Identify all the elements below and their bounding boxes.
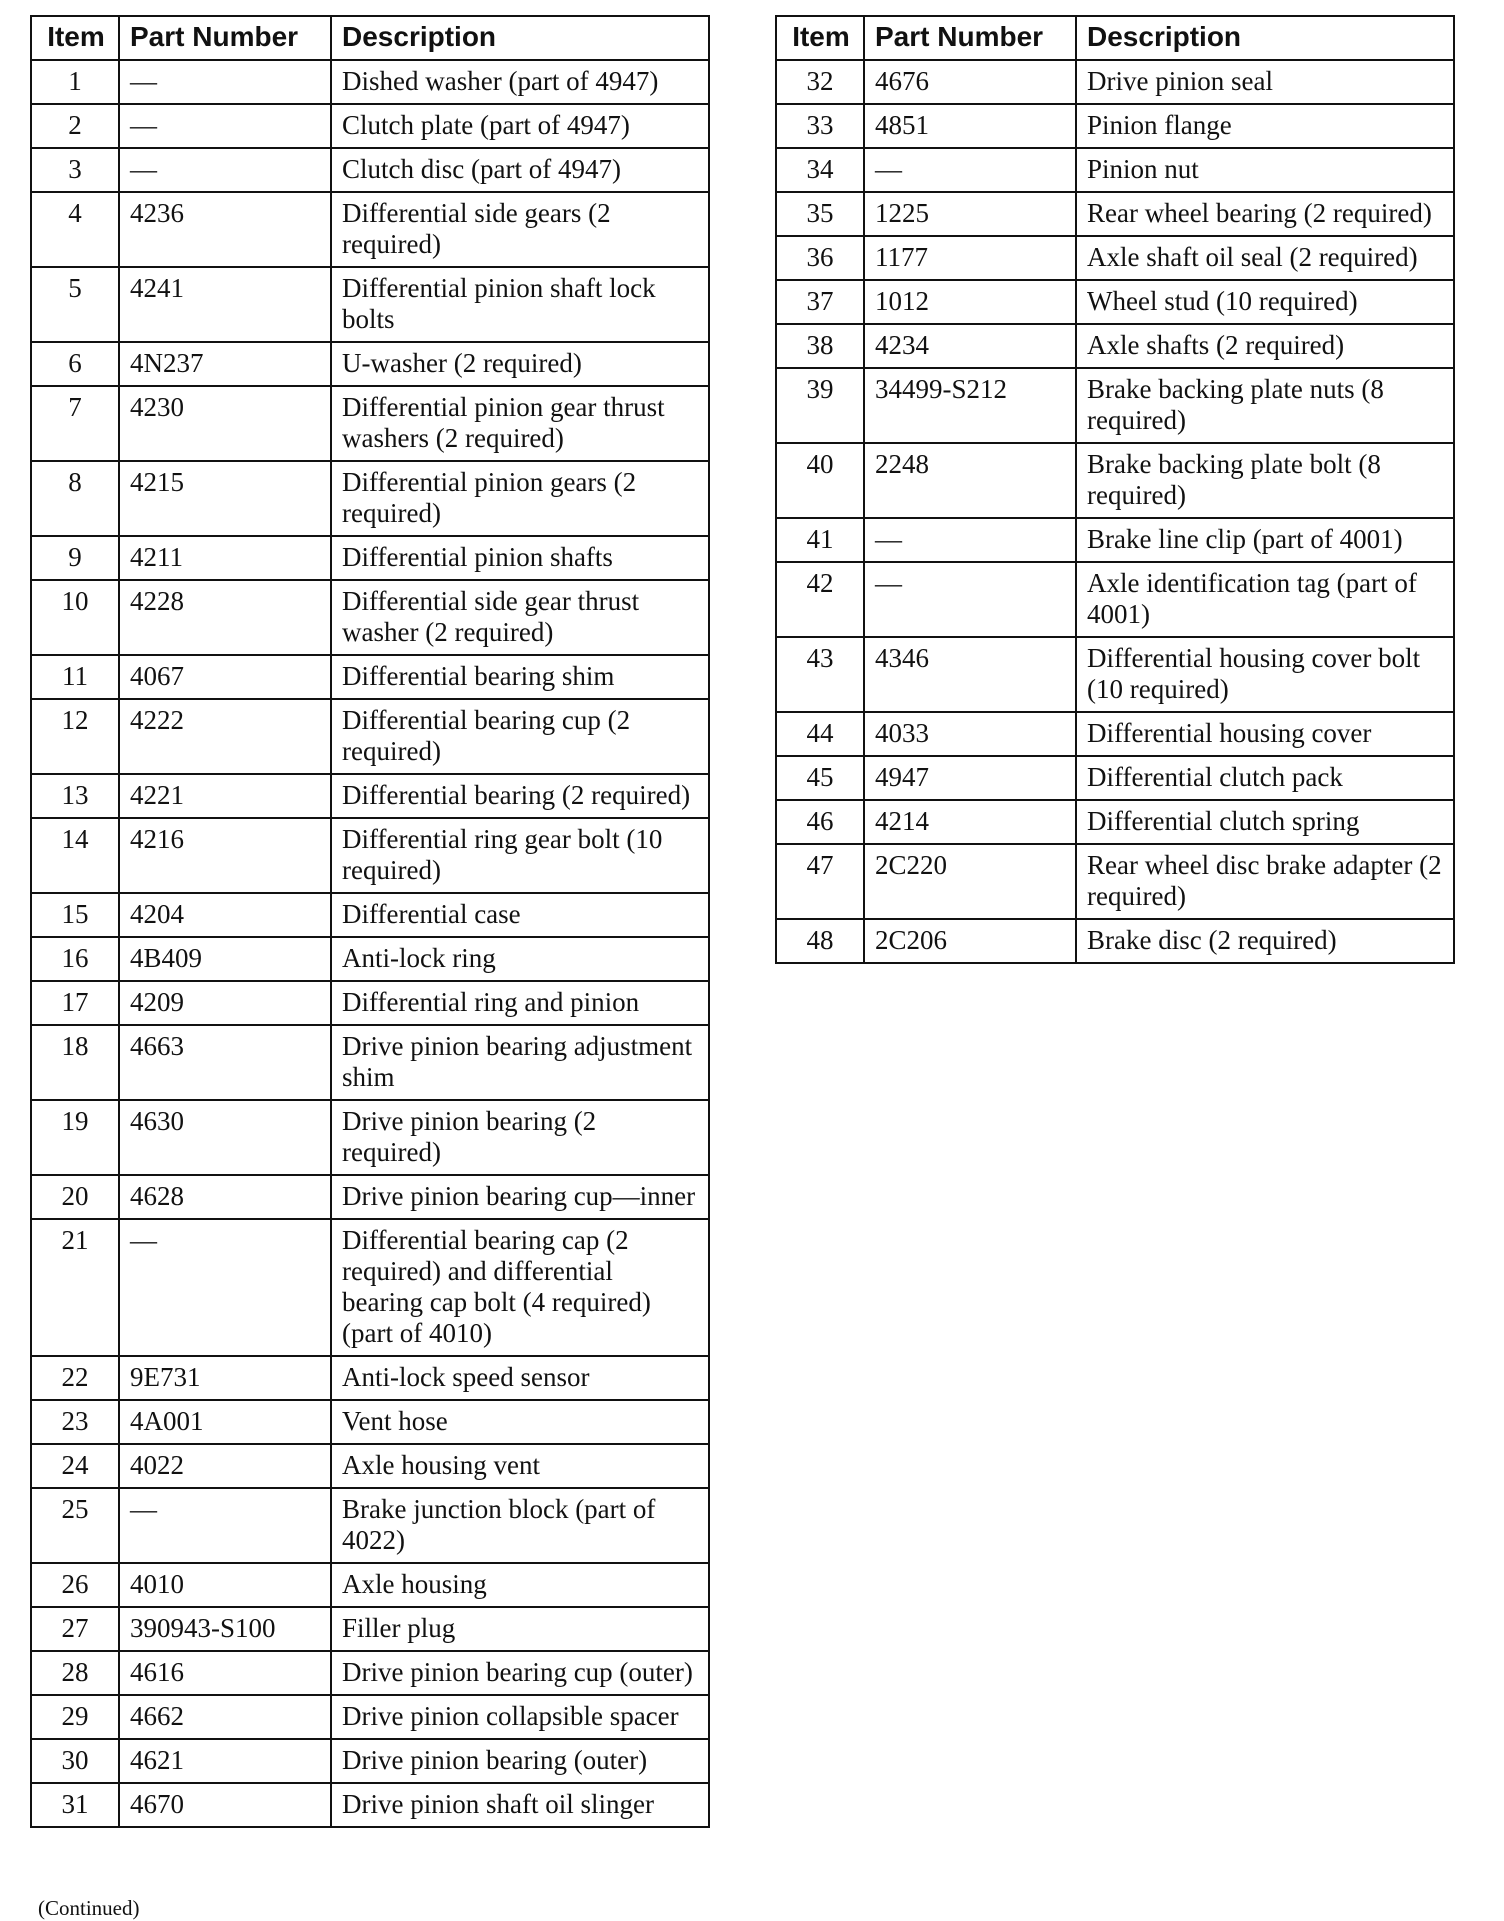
cell-item: 28 bbox=[31, 1651, 119, 1695]
cell-item: 48 bbox=[776, 919, 864, 963]
cell-part-number: 4663 bbox=[119, 1025, 331, 1100]
cell-item: 16 bbox=[31, 937, 119, 981]
table-row bbox=[776, 368, 1454, 443]
cell-description: Axle shaft oil seal (2 required) bbox=[1076, 236, 1454, 280]
table-header-row bbox=[31, 16, 709, 60]
cell-part-number: 4033 bbox=[864, 712, 1076, 756]
cell-part-number: 4241 bbox=[119, 267, 331, 342]
table-row bbox=[31, 981, 709, 1025]
table-row bbox=[31, 818, 709, 893]
table-row bbox=[776, 236, 1454, 280]
table-row bbox=[776, 192, 1454, 236]
table-row bbox=[31, 104, 709, 148]
cell-part-number: 1225 bbox=[864, 192, 1076, 236]
table-row bbox=[31, 580, 709, 655]
table-row bbox=[776, 756, 1454, 800]
cell-part-number: — bbox=[119, 60, 331, 104]
cell-part-number: — bbox=[119, 104, 331, 148]
column-header-part-number: Part Number bbox=[119, 16, 331, 60]
table-row bbox=[31, 342, 709, 386]
cell-description: Differential clutch pack bbox=[1076, 756, 1454, 800]
cell-description: Wheel stud (10 required) bbox=[1076, 280, 1454, 324]
cell-item: 12 bbox=[31, 699, 119, 774]
column-header-part-number: Part Number bbox=[864, 16, 1076, 60]
cell-description: Drive pinion bearing (2 required) bbox=[331, 1100, 709, 1175]
cell-description: Brake backing plate bolt (8 required) bbox=[1076, 443, 1454, 518]
cell-item: 31 bbox=[31, 1783, 119, 1827]
cell-item: 1 bbox=[31, 60, 119, 104]
cell-description: Differential ring gear bolt (10 required) bbox=[331, 818, 709, 893]
parts-table-left bbox=[30, 15, 710, 1828]
cell-part-number: 34499-S212 bbox=[864, 368, 1076, 443]
table-row bbox=[31, 774, 709, 818]
cell-description: Axle housing bbox=[331, 1563, 709, 1607]
continued-note: (Continued) bbox=[38, 1896, 140, 1920]
cell-part-number: 4214 bbox=[864, 800, 1076, 844]
cell-item: 33 bbox=[776, 104, 864, 148]
cell-description: Brake line clip (part of 4001) bbox=[1076, 518, 1454, 562]
cell-item: 39 bbox=[776, 368, 864, 443]
table-row bbox=[31, 1563, 709, 1607]
cell-item: 41 bbox=[776, 518, 864, 562]
cell-item: 23 bbox=[31, 1400, 119, 1444]
cell-item: 40 bbox=[776, 443, 864, 518]
cell-description: Differential pinion gear thrust washers (2 required) bbox=[331, 386, 709, 461]
table-row bbox=[31, 1488, 709, 1563]
table-row bbox=[31, 893, 709, 937]
cell-part-number: 4216 bbox=[119, 818, 331, 893]
cell-item: 14 bbox=[31, 818, 119, 893]
table-row bbox=[776, 104, 1454, 148]
cell-item: 26 bbox=[31, 1563, 119, 1607]
cell-part-number: 4851 bbox=[864, 104, 1076, 148]
cell-item: 20 bbox=[31, 1175, 119, 1219]
table-row bbox=[776, 443, 1454, 518]
table-row bbox=[776, 844, 1454, 919]
cell-description: Differential case bbox=[331, 893, 709, 937]
cell-item: 7 bbox=[31, 386, 119, 461]
cell-part-number: 4A001 bbox=[119, 1400, 331, 1444]
column-header-description: Description bbox=[1076, 16, 1454, 60]
cell-part-number: — bbox=[119, 148, 331, 192]
cell-item: 38 bbox=[776, 324, 864, 368]
cell-description: Drive pinion seal bbox=[1076, 60, 1454, 104]
cell-item: 17 bbox=[31, 981, 119, 1025]
cell-part-number: 2C220 bbox=[864, 844, 1076, 919]
cell-description: Brake junction block (part of 4022) bbox=[331, 1488, 709, 1563]
table-row bbox=[31, 192, 709, 267]
cell-part-number: — bbox=[864, 518, 1076, 562]
cell-part-number: 4215 bbox=[119, 461, 331, 536]
cell-part-number: 4222 bbox=[119, 699, 331, 774]
cell-part-number: 4346 bbox=[864, 637, 1076, 712]
cell-part-number: 1177 bbox=[864, 236, 1076, 280]
cell-part-number: 4236 bbox=[119, 192, 331, 267]
cell-description: Axle identification tag (part of 4001) bbox=[1076, 562, 1454, 637]
cell-description: Clutch plate (part of 4947) bbox=[331, 104, 709, 148]
cell-item: 15 bbox=[31, 893, 119, 937]
cell-description: Differential pinion shaft lock bolts bbox=[331, 267, 709, 342]
cell-part-number: 4067 bbox=[119, 655, 331, 699]
table-row bbox=[776, 562, 1454, 637]
cell-description: Vent hose bbox=[331, 1400, 709, 1444]
cell-description: Differential ring and pinion bbox=[331, 981, 709, 1025]
cell-part-number: 4010 bbox=[119, 1563, 331, 1607]
table-row bbox=[31, 655, 709, 699]
column-header-item: Item bbox=[31, 16, 119, 60]
cell-item: 32 bbox=[776, 60, 864, 104]
table-row bbox=[31, 1783, 709, 1827]
cell-description: U-washer (2 required) bbox=[331, 342, 709, 386]
parts-table-right bbox=[775, 15, 1455, 964]
table-row bbox=[31, 386, 709, 461]
table-row bbox=[31, 1607, 709, 1651]
cell-item: 8 bbox=[31, 461, 119, 536]
table-row bbox=[31, 1175, 709, 1219]
cell-item: 43 bbox=[776, 637, 864, 712]
table-row bbox=[31, 536, 709, 580]
cell-part-number: 4B409 bbox=[119, 937, 331, 981]
cell-part-number: 4621 bbox=[119, 1739, 331, 1783]
cell-part-number: 4947 bbox=[864, 756, 1076, 800]
table-row bbox=[776, 518, 1454, 562]
cell-description: Pinion flange bbox=[1076, 104, 1454, 148]
table-row bbox=[31, 148, 709, 192]
cell-item: 2 bbox=[31, 104, 119, 148]
table-row bbox=[31, 1356, 709, 1400]
cell-part-number: 4N237 bbox=[119, 342, 331, 386]
table-row bbox=[776, 60, 1454, 104]
cell-description: Filler plug bbox=[331, 1607, 709, 1651]
cell-description: Dished washer (part of 4947) bbox=[331, 60, 709, 104]
cell-item: 3 bbox=[31, 148, 119, 192]
cell-part-number: 4616 bbox=[119, 1651, 331, 1695]
cell-item: 36 bbox=[776, 236, 864, 280]
cell-item: 5 bbox=[31, 267, 119, 342]
cell-part-number: 390943-S100 bbox=[119, 1607, 331, 1651]
table-row bbox=[31, 699, 709, 774]
cell-description: Drive pinion collapsible spacer bbox=[331, 1695, 709, 1739]
cell-description: Drive pinion bearing cup (outer) bbox=[331, 1651, 709, 1695]
cell-description: Drive pinion bearing adjustment shim bbox=[331, 1025, 709, 1100]
cell-description: Differential side gears (2 required) bbox=[331, 192, 709, 267]
cell-description: Differential bearing cap (2 required) and differential bearing cap bolt (4 required) (part of 4010) bbox=[331, 1219, 709, 1356]
table-row bbox=[776, 712, 1454, 756]
cell-part-number: 4209 bbox=[119, 981, 331, 1025]
cell-part-number: — bbox=[864, 562, 1076, 637]
cell-description: Brake backing plate nuts (8 required) bbox=[1076, 368, 1454, 443]
cell-description: Drive pinion bearing (outer) bbox=[331, 1739, 709, 1783]
cell-part-number: — bbox=[119, 1219, 331, 1356]
cell-item: 29 bbox=[31, 1695, 119, 1739]
cell-part-number: 4670 bbox=[119, 1783, 331, 1827]
cell-description: Differential side gear thrust washer (2 required) bbox=[331, 580, 709, 655]
cell-part-number: 4204 bbox=[119, 893, 331, 937]
table-row bbox=[776, 148, 1454, 192]
cell-item: 4 bbox=[31, 192, 119, 267]
cell-description: Anti-lock ring bbox=[331, 937, 709, 981]
table-row bbox=[31, 1739, 709, 1783]
cell-item: 37 bbox=[776, 280, 864, 324]
cell-item: 9 bbox=[31, 536, 119, 580]
cell-item: 18 bbox=[31, 1025, 119, 1100]
table-row bbox=[31, 1695, 709, 1739]
table-row bbox=[31, 1400, 709, 1444]
table-row bbox=[776, 637, 1454, 712]
column-header-item: Item bbox=[776, 16, 864, 60]
table-row bbox=[31, 1219, 709, 1356]
table-row bbox=[31, 937, 709, 981]
table-row bbox=[31, 461, 709, 536]
table-row bbox=[776, 280, 1454, 324]
cell-item: 6 bbox=[31, 342, 119, 386]
cell-item: 25 bbox=[31, 1488, 119, 1563]
cell-description: Differential bearing (2 required) bbox=[331, 774, 709, 818]
cell-part-number: 2248 bbox=[864, 443, 1076, 518]
cell-description: Differential housing cover bbox=[1076, 712, 1454, 756]
cell-part-number: 4630 bbox=[119, 1100, 331, 1175]
cell-item: 30 bbox=[31, 1739, 119, 1783]
cell-part-number: 4228 bbox=[119, 580, 331, 655]
cell-item: 11 bbox=[31, 655, 119, 699]
cell-description: Rear wheel disc brake adapter (2 required) bbox=[1076, 844, 1454, 919]
cell-item: 19 bbox=[31, 1100, 119, 1175]
cell-part-number: 9E731 bbox=[119, 1356, 331, 1400]
table-row bbox=[776, 919, 1454, 963]
cell-part-number: 4676 bbox=[864, 60, 1076, 104]
cell-description: Differential bearing cup (2 required) bbox=[331, 699, 709, 774]
cell-part-number: 4211 bbox=[119, 536, 331, 580]
cell-part-number: 4230 bbox=[119, 386, 331, 461]
cell-item: 21 bbox=[31, 1219, 119, 1356]
cell-description: Clutch disc (part of 4947) bbox=[331, 148, 709, 192]
table-row bbox=[31, 1025, 709, 1100]
cell-item: 47 bbox=[776, 844, 864, 919]
cell-item: 22 bbox=[31, 1356, 119, 1400]
cell-description: Drive pinion shaft oil slinger bbox=[331, 1783, 709, 1827]
cell-description: Brake disc (2 required) bbox=[1076, 919, 1454, 963]
cell-item: 42 bbox=[776, 562, 864, 637]
table-row bbox=[31, 1651, 709, 1695]
cell-description: Axle housing vent bbox=[331, 1444, 709, 1488]
cell-description: Drive pinion bearing cup—inner bbox=[331, 1175, 709, 1219]
table-row bbox=[31, 267, 709, 342]
cell-part-number: 4662 bbox=[119, 1695, 331, 1739]
cell-description: Differential housing cover bolt (10 required) bbox=[1076, 637, 1454, 712]
table-row bbox=[31, 1444, 709, 1488]
cell-part-number: 4628 bbox=[119, 1175, 331, 1219]
cell-item: 10 bbox=[31, 580, 119, 655]
table-row bbox=[31, 1100, 709, 1175]
cell-description: Rear wheel bearing (2 required) bbox=[1076, 192, 1454, 236]
column-header-description: Description bbox=[331, 16, 709, 60]
table-header-row bbox=[776, 16, 1454, 60]
cell-description: Differential pinion gears (2 required) bbox=[331, 461, 709, 536]
table-row bbox=[31, 60, 709, 104]
cell-part-number: 4234 bbox=[864, 324, 1076, 368]
cell-item: 34 bbox=[776, 148, 864, 192]
cell-description: Axle shafts (2 required) bbox=[1076, 324, 1454, 368]
cell-part-number: — bbox=[119, 1488, 331, 1563]
cell-part-number: 1012 bbox=[864, 280, 1076, 324]
cell-part-number: — bbox=[864, 148, 1076, 192]
cell-description: Anti-lock speed sensor bbox=[331, 1356, 709, 1400]
cell-item: 46 bbox=[776, 800, 864, 844]
cell-item: 44 bbox=[776, 712, 864, 756]
cell-part-number: 4221 bbox=[119, 774, 331, 818]
cell-item: 13 bbox=[31, 774, 119, 818]
cell-part-number: 2C206 bbox=[864, 919, 1076, 963]
cell-description: Differential pinion shafts bbox=[331, 536, 709, 580]
cell-description: Differential clutch spring bbox=[1076, 800, 1454, 844]
cell-part-number: 4022 bbox=[119, 1444, 331, 1488]
table-row bbox=[776, 800, 1454, 844]
cell-description: Differential bearing shim bbox=[331, 655, 709, 699]
cell-description: Pinion nut bbox=[1076, 148, 1454, 192]
table-row bbox=[776, 324, 1454, 368]
cell-item: 45 bbox=[776, 756, 864, 800]
cell-item: 35 bbox=[776, 192, 864, 236]
cell-item: 24 bbox=[31, 1444, 119, 1488]
cell-item: 27 bbox=[31, 1607, 119, 1651]
